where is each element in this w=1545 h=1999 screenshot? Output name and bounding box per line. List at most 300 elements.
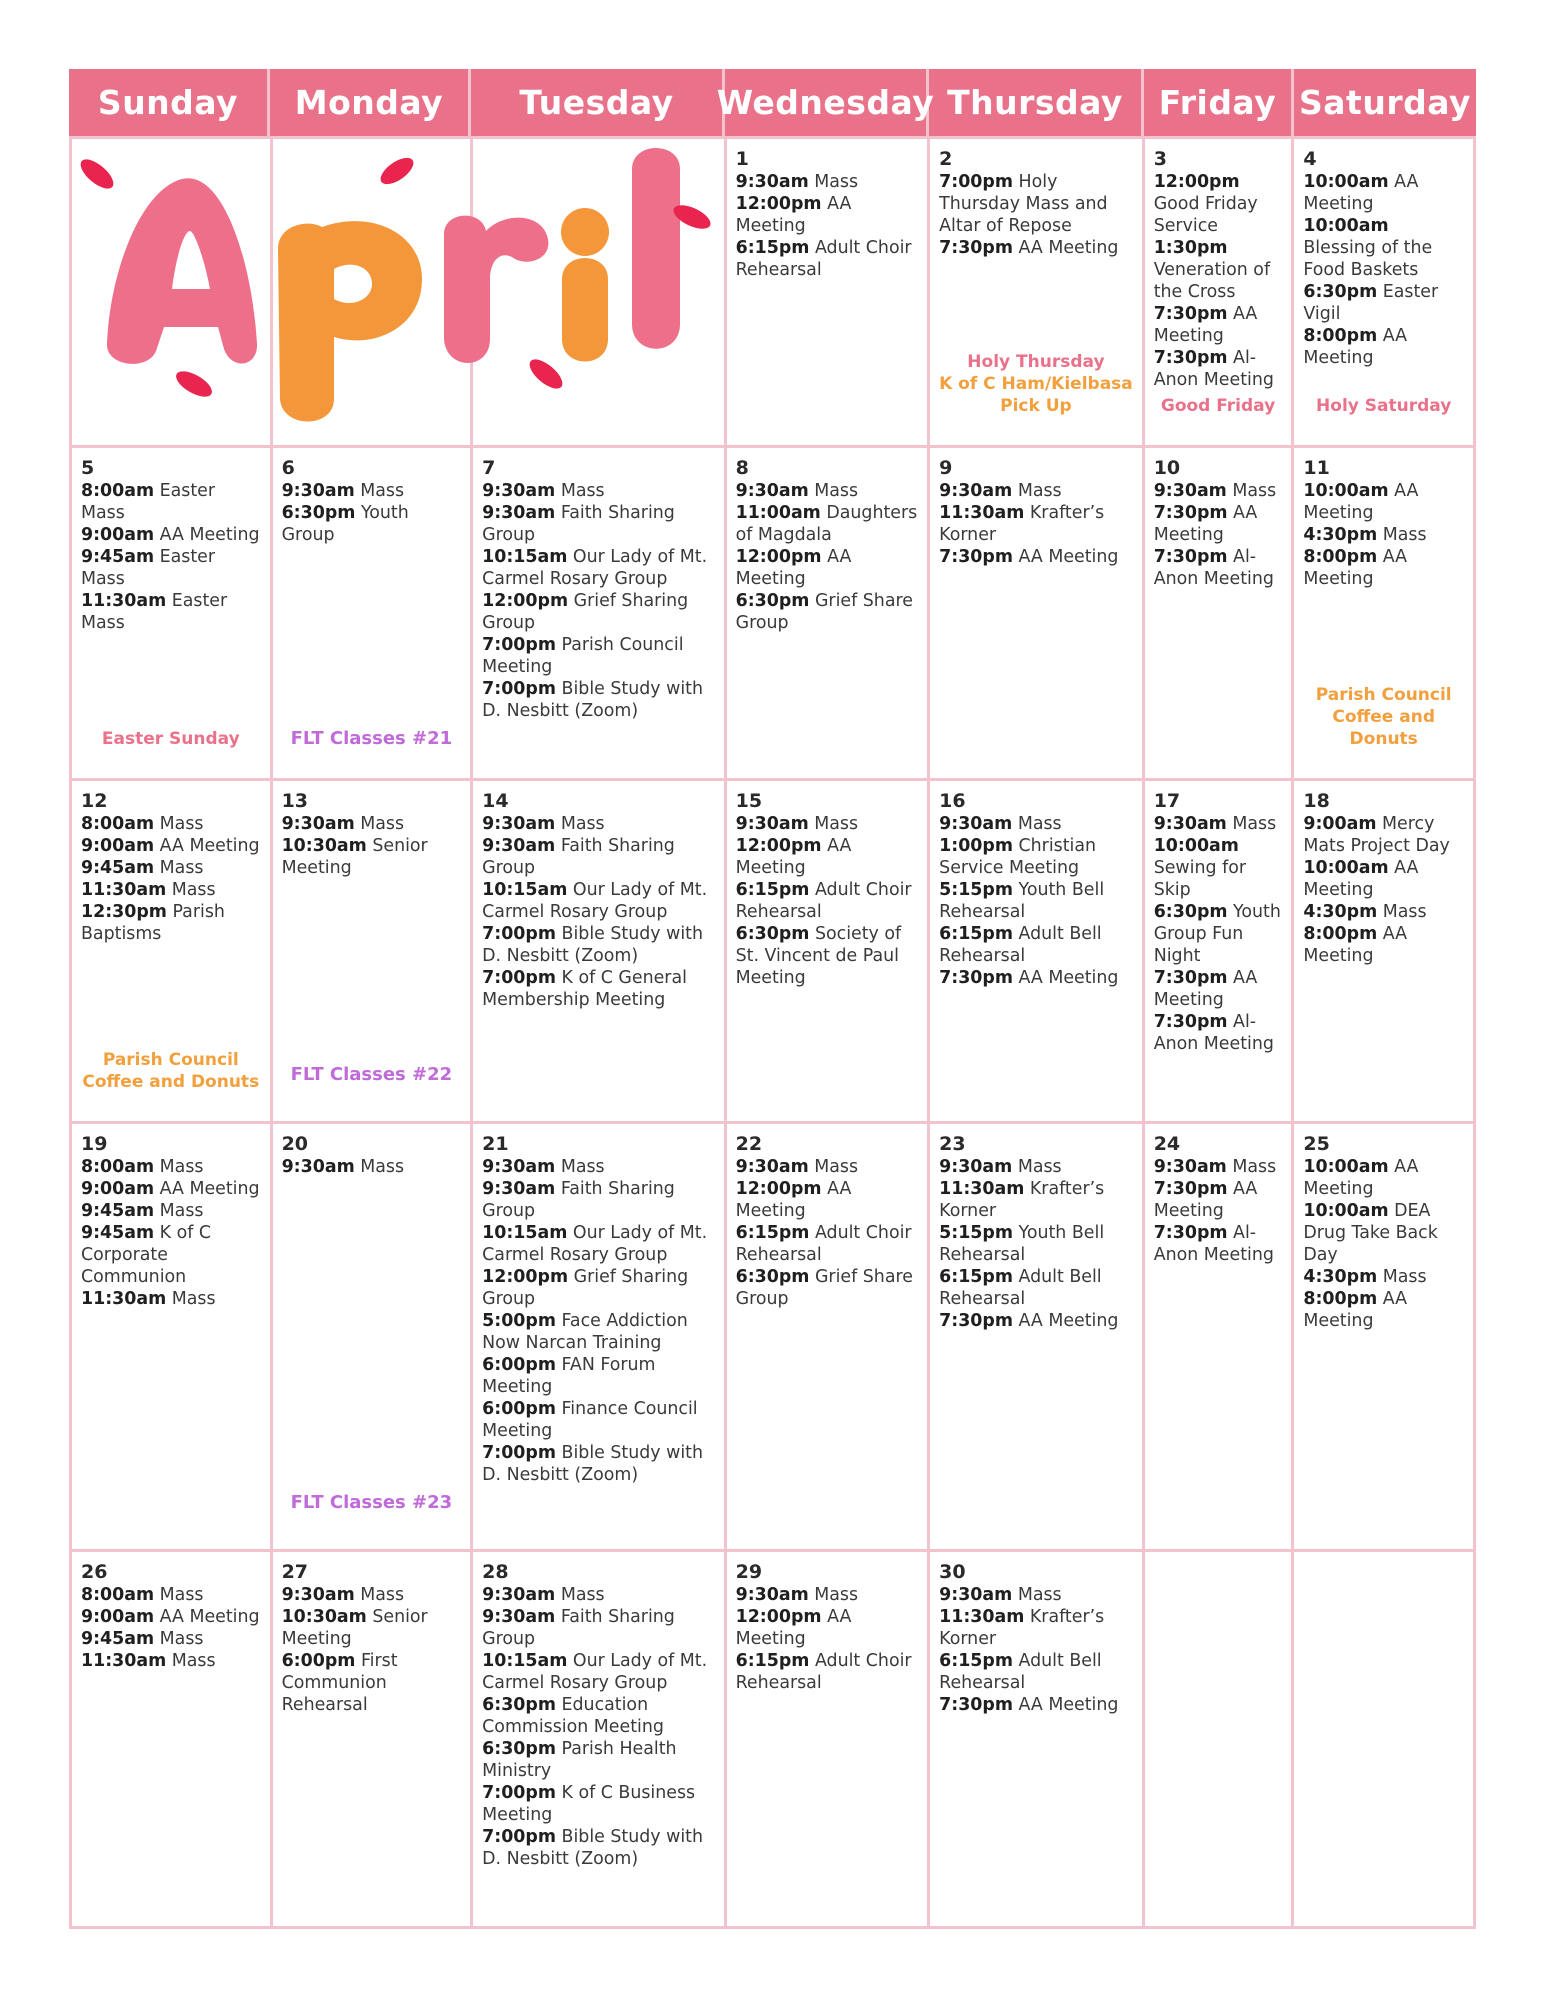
event-time: 6:15pm bbox=[735, 1223, 810, 1243]
weekday-friday: Friday bbox=[1144, 69, 1294, 136]
event-time: 12:30pm bbox=[81, 902, 167, 922]
event-time: 9:30am bbox=[482, 1585, 556, 1605]
event-title: AA Meeting bbox=[1303, 481, 1419, 523]
event-title: Al-Anon Meeting bbox=[1153, 547, 1274, 589]
event-item bbox=[1154, 347, 1283, 391]
day-number: 10 bbox=[1153, 457, 1181, 479]
day-cell-4 bbox=[1294, 139, 1476, 445]
event-time: 9:00am bbox=[81, 1607, 155, 1627]
event-title: Finance Council Meeting bbox=[482, 1399, 698, 1441]
event-item bbox=[482, 678, 714, 722]
event-item bbox=[1303, 857, 1464, 901]
day-number: 27 bbox=[281, 1561, 309, 1583]
day-number: 6 bbox=[281, 457, 295, 479]
event-item bbox=[482, 879, 714, 923]
letter-a bbox=[107, 178, 257, 364]
event-title: Krafter’s Korner bbox=[939, 503, 1105, 545]
day-number: 19 bbox=[81, 1133, 108, 1155]
day-cell-12 bbox=[72, 781, 273, 1121]
event-time: 10:00am bbox=[1303, 216, 1389, 236]
event-item bbox=[939, 546, 1133, 568]
event-title: Faith Sharing Group bbox=[482, 503, 675, 545]
event-time: 6:30pm bbox=[735, 1267, 810, 1287]
event-title: AA Meeting bbox=[1018, 1695, 1119, 1715]
event-time: 9:45am bbox=[81, 1201, 155, 1221]
event-title: Mass bbox=[814, 814, 859, 834]
event-time: 6:30pm bbox=[735, 591, 810, 611]
event-title: Parish Health Ministry bbox=[482, 1739, 677, 1781]
event-title: Senior Meeting bbox=[281, 1607, 428, 1649]
event-item bbox=[282, 1156, 462, 1178]
day-cell-2 bbox=[930, 139, 1145, 445]
day-number: 9 bbox=[939, 457, 953, 479]
event-item bbox=[939, 171, 1133, 237]
event-time: 5:15pm bbox=[939, 1223, 1013, 1243]
petal-icon bbox=[376, 153, 417, 190]
event-time: 7:30pm bbox=[1153, 1223, 1228, 1243]
event-time: 12:00pm bbox=[735, 836, 822, 856]
day-cell-26 bbox=[72, 1552, 273, 1926]
event-item bbox=[81, 1222, 261, 1288]
day-note: FLT Classes #22 bbox=[290, 1064, 453, 1085]
event-title: Bible Study with D. Nesbitt (Zoom) bbox=[482, 924, 704, 966]
day-number: 11 bbox=[1303, 457, 1330, 479]
event-time: 9:45am bbox=[81, 1223, 155, 1243]
event-title: FAN Forum Meeting bbox=[482, 1355, 656, 1397]
event-title: Adult Bell Rehearsal bbox=[939, 924, 1102, 966]
event-title: AA Meeting bbox=[1303, 326, 1408, 368]
letter-r bbox=[444, 216, 548, 363]
event-time: 6:15pm bbox=[939, 924, 1013, 944]
event-time: 9:30am bbox=[482, 503, 556, 523]
event-time: 5:00pm bbox=[482, 1311, 556, 1331]
event-time: 9:00am bbox=[81, 1179, 155, 1199]
event-item bbox=[81, 1650, 261, 1672]
event-title: Mass bbox=[1017, 814, 1062, 834]
event-time: 6:30pm bbox=[482, 1739, 556, 1759]
event-item bbox=[482, 835, 714, 879]
event-item bbox=[1303, 1266, 1464, 1288]
event-title: Mass bbox=[560, 481, 605, 501]
event-title: Our Lady of Mt. Carmel Rosary Group bbox=[482, 1651, 708, 1693]
event-title: Mass bbox=[1382, 1267, 1427, 1287]
event-item bbox=[482, 1266, 714, 1310]
event-item bbox=[81, 835, 261, 857]
day-cell-15 bbox=[727, 781, 931, 1121]
day-number: 22 bbox=[735, 1133, 763, 1155]
event-item bbox=[81, 1584, 261, 1606]
event-item bbox=[1303, 480, 1464, 524]
event-title: Easter Mass bbox=[81, 481, 216, 523]
event-time: 10:15am bbox=[482, 1651, 568, 1671]
event-time: 6:30pm bbox=[1153, 902, 1228, 922]
event-title: Daughters of Magdala bbox=[735, 503, 918, 545]
empty-day-cell bbox=[1145, 1552, 1295, 1926]
event-title: Blessing of the Food Baskets bbox=[1303, 238, 1433, 280]
event-item bbox=[1154, 171, 1283, 237]
event-time: 6:30pm bbox=[281, 503, 356, 523]
event-title: AA Meeting bbox=[159, 525, 260, 545]
day-cell-21 bbox=[473, 1124, 726, 1549]
day-cell-10 bbox=[1145, 448, 1295, 778]
event-title: AA Meeting bbox=[159, 1179, 260, 1199]
event-title: Grief Share Group bbox=[735, 1267, 913, 1309]
event-title: Mass bbox=[1232, 814, 1277, 834]
event-title: Mass bbox=[159, 858, 204, 878]
event-time: 6:00pm bbox=[482, 1355, 556, 1375]
event-time: 11:30am bbox=[81, 880, 167, 900]
event-item bbox=[939, 1222, 1133, 1266]
day-number: 18 bbox=[1303, 790, 1330, 812]
event-item bbox=[282, 813, 462, 835]
event-item bbox=[736, 1606, 919, 1650]
event-title: Grief Share Group bbox=[735, 591, 913, 633]
event-item bbox=[282, 1650, 462, 1716]
event-time: 12:00pm bbox=[735, 1179, 822, 1199]
weekday-tuesday: Tuesday bbox=[471, 69, 725, 136]
event-title: AA Meeting bbox=[735, 547, 852, 589]
event-time: 9:30am bbox=[281, 481, 355, 501]
day-note: Holy Saturday bbox=[1316, 396, 1452, 416]
event-time: 12:00pm bbox=[735, 547, 822, 567]
day-cell-23 bbox=[930, 1124, 1145, 1549]
event-item bbox=[939, 813, 1133, 835]
event-title: Mass bbox=[360, 1585, 405, 1605]
event-item bbox=[939, 967, 1133, 989]
day-cell-28 bbox=[473, 1552, 726, 1926]
event-time: 11:30am bbox=[81, 591, 167, 611]
event-title: DEA Drug Take Back Day bbox=[1303, 1201, 1438, 1265]
day-notes bbox=[279, 1492, 465, 1514]
event-item bbox=[81, 1178, 261, 1200]
event-item bbox=[81, 879, 261, 901]
event-time: 1:00pm bbox=[939, 836, 1013, 856]
event-title: K of C Business Meeting bbox=[482, 1783, 696, 1825]
event-time: 7:00pm bbox=[482, 1783, 556, 1803]
event-item bbox=[482, 1584, 714, 1606]
event-time: 9:00am bbox=[81, 525, 155, 545]
event-time: 8:00am bbox=[81, 481, 155, 501]
event-time: 7:30pm bbox=[939, 968, 1013, 988]
event-time: 9:30am bbox=[482, 1607, 556, 1627]
event-title: Mass bbox=[814, 481, 859, 501]
day-note: Parish Council Coffee and Donuts bbox=[82, 1050, 260, 1092]
event-time: 9:30am bbox=[939, 814, 1013, 834]
day-cell-18 bbox=[1294, 781, 1476, 1121]
event-item bbox=[81, 857, 261, 879]
event-title: Mass bbox=[360, 481, 405, 501]
week-row bbox=[72, 781, 1476, 1124]
event-title: AA Meeting bbox=[735, 194, 852, 236]
event-time: 9:00am bbox=[1303, 814, 1377, 834]
event-time: 11:30am bbox=[939, 1179, 1025, 1199]
event-item bbox=[939, 1694, 1133, 1716]
event-item bbox=[736, 1266, 919, 1310]
event-time: 9:30am bbox=[735, 172, 809, 192]
event-time: 1:30pm bbox=[1153, 238, 1228, 258]
event-time: 11:30am bbox=[939, 1607, 1025, 1627]
event-time: 9:30am bbox=[939, 481, 1013, 501]
event-time: 9:30am bbox=[1153, 481, 1227, 501]
event-time: 7:00pm bbox=[482, 924, 556, 944]
event-title: K of C Corporate Communion bbox=[81, 1223, 212, 1287]
day-number: 8 bbox=[735, 457, 749, 479]
letter-p bbox=[278, 221, 422, 421]
event-title: AA Meeting bbox=[1303, 858, 1419, 900]
event-title: Society of St. Vincent de Paul Meeting bbox=[735, 924, 902, 988]
event-title: First Communion Rehearsal bbox=[281, 1651, 398, 1715]
event-item bbox=[1154, 967, 1283, 1011]
week-row bbox=[72, 1552, 1476, 1929]
event-title: Sewing for Skip bbox=[1153, 858, 1246, 900]
event-time: 6:15pm bbox=[735, 238, 810, 258]
day-cell-22 bbox=[727, 1124, 931, 1549]
event-item bbox=[482, 923, 714, 967]
event-item bbox=[939, 879, 1133, 923]
event-item bbox=[939, 1606, 1133, 1650]
event-item bbox=[81, 1156, 261, 1178]
event-time: 8:00pm bbox=[1303, 1289, 1378, 1309]
event-item bbox=[939, 1178, 1133, 1222]
event-title: Mass bbox=[171, 1289, 216, 1309]
event-title: Adult Bell Rehearsal bbox=[939, 1267, 1102, 1309]
event-time: 7:00pm bbox=[482, 1827, 556, 1847]
event-title: Mass bbox=[159, 1585, 204, 1605]
event-title: Al-Anon Meeting bbox=[1153, 1223, 1274, 1265]
event-time: 7:00pm bbox=[482, 635, 556, 655]
event-item bbox=[939, 1266, 1133, 1310]
event-time: 9:30am bbox=[482, 1157, 556, 1177]
event-title: Adult Choir Rehearsal bbox=[735, 1651, 912, 1693]
event-time: 9:30am bbox=[939, 1157, 1013, 1177]
event-title: Mass bbox=[1017, 1157, 1062, 1177]
event-item bbox=[1154, 835, 1283, 901]
event-title: Mass bbox=[560, 1585, 605, 1605]
event-title: Mass bbox=[560, 1157, 605, 1177]
event-item bbox=[1303, 1156, 1464, 1200]
event-title: Bible Study with D. Nesbitt (Zoom) bbox=[482, 679, 704, 721]
day-number: 2 bbox=[939, 148, 953, 170]
event-time: 7:30pm bbox=[1153, 1179, 1228, 1199]
event-item bbox=[482, 1738, 714, 1782]
event-time: 8:00pm bbox=[1303, 326, 1378, 346]
event-time: 6:15pm bbox=[735, 880, 810, 900]
event-item bbox=[736, 1178, 919, 1222]
event-title: Christian Service Meeting bbox=[939, 836, 1097, 878]
event-time: 7:00pm bbox=[939, 172, 1013, 192]
event-item bbox=[736, 1222, 919, 1266]
event-item bbox=[482, 1826, 714, 1870]
event-time: 8:00am bbox=[81, 1585, 155, 1605]
event-item bbox=[1303, 546, 1464, 590]
event-time: 9:30am bbox=[1153, 814, 1227, 834]
event-title: Parish Council Meeting bbox=[482, 635, 684, 677]
event-time: 4:30pm bbox=[1303, 902, 1378, 922]
event-title: Mass bbox=[360, 814, 405, 834]
day-cell-3 bbox=[1145, 139, 1295, 445]
day-cell-30 bbox=[930, 1552, 1145, 1926]
event-item bbox=[939, 1310, 1133, 1332]
event-title: AA Meeting bbox=[735, 836, 852, 878]
day-number: 16 bbox=[939, 790, 966, 812]
event-item bbox=[81, 813, 261, 835]
event-title: Holy Thursday Mass and Altar of Repose bbox=[939, 172, 1108, 236]
event-time: 6:15pm bbox=[939, 1267, 1013, 1287]
event-time: 9:45am bbox=[81, 1629, 155, 1649]
event-time: 9:30am bbox=[735, 1157, 809, 1177]
event-title: Mass bbox=[1382, 902, 1427, 922]
event-item bbox=[1154, 546, 1283, 590]
event-time: 12:00pm bbox=[482, 591, 569, 611]
event-item bbox=[1154, 1011, 1283, 1055]
petal-icon bbox=[76, 154, 118, 194]
event-item bbox=[482, 1222, 714, 1266]
event-title: Mass bbox=[1232, 1157, 1277, 1177]
event-time: 7:30pm bbox=[939, 1695, 1013, 1715]
event-item bbox=[482, 967, 714, 1011]
event-time: 10:15am bbox=[482, 880, 568, 900]
event-time: 12:00pm bbox=[735, 194, 822, 214]
event-item bbox=[482, 1310, 714, 1354]
event-title: AA Meeting bbox=[1303, 547, 1408, 589]
event-title: Mass bbox=[1382, 525, 1427, 545]
event-time: 7:30pm bbox=[1153, 348, 1228, 368]
day-cell-27 bbox=[273, 1552, 474, 1926]
letter-l bbox=[632, 148, 680, 349]
event-item bbox=[736, 590, 919, 634]
event-title: Mass bbox=[814, 1157, 859, 1177]
event-item bbox=[482, 1178, 714, 1222]
event-item bbox=[939, 1156, 1133, 1178]
event-time: 7:00pm bbox=[482, 968, 556, 988]
event-title: Good Friday Service bbox=[1153, 194, 1258, 236]
day-note: K of C Ham/Kielbasa Pick Up bbox=[939, 374, 1133, 416]
weekday-sunday: Sunday bbox=[69, 69, 270, 136]
event-title: AA Meeting bbox=[1153, 1179, 1258, 1221]
weekday-header bbox=[69, 69, 1476, 136]
event-time: 11:30am bbox=[81, 1289, 167, 1309]
event-title: AA Meeting bbox=[1303, 1157, 1419, 1199]
event-item bbox=[1154, 480, 1283, 502]
event-item bbox=[736, 1584, 919, 1606]
event-item bbox=[1303, 281, 1464, 325]
event-item bbox=[736, 1156, 919, 1178]
event-title: K of C General Membership Meeting bbox=[482, 968, 687, 1010]
event-item bbox=[736, 879, 919, 923]
event-title: Easter Vigil bbox=[1303, 282, 1439, 324]
day-cell-13 bbox=[273, 781, 474, 1121]
event-time: 9:30am bbox=[735, 814, 809, 834]
event-title: Youth Bell Rehearsal bbox=[939, 880, 1105, 922]
day-note: FLT Classes #23 bbox=[290, 1492, 453, 1513]
week-row bbox=[72, 1124, 1476, 1552]
day-number: 7 bbox=[482, 457, 496, 479]
event-time: 9:30am bbox=[281, 1157, 355, 1177]
event-time: 10:00am bbox=[1153, 836, 1239, 856]
day-number: 15 bbox=[735, 790, 763, 812]
day-number: 1 bbox=[735, 148, 749, 170]
event-title: Faith Sharing Group bbox=[482, 836, 675, 878]
event-time: 9:30am bbox=[735, 1585, 809, 1605]
event-time: 7:30pm bbox=[939, 1311, 1013, 1331]
event-item bbox=[482, 1606, 714, 1650]
event-time: 4:30pm bbox=[1303, 525, 1378, 545]
event-item bbox=[482, 1156, 714, 1178]
event-time: 11:00am bbox=[735, 503, 821, 523]
event-time: 10:00am bbox=[1303, 858, 1389, 878]
event-item bbox=[939, 1584, 1133, 1606]
day-number: 21 bbox=[482, 1133, 509, 1155]
event-title: Our Lady of Mt. Carmel Rosary Group bbox=[482, 1223, 708, 1265]
event-title: Mass bbox=[159, 1201, 204, 1221]
day-number: 12 bbox=[81, 790, 108, 812]
event-item bbox=[1154, 901, 1283, 967]
event-item bbox=[1303, 813, 1464, 857]
event-time: 11:30am bbox=[81, 1651, 167, 1671]
day-note: Easter Sunday bbox=[101, 729, 240, 749]
event-title: Mass bbox=[560, 814, 605, 834]
event-title: Adult Bell Rehearsal bbox=[939, 1651, 1102, 1693]
event-item bbox=[482, 1650, 714, 1694]
day-cell-9 bbox=[930, 448, 1145, 778]
event-time: 6:00pm bbox=[281, 1651, 356, 1671]
day-number: 5 bbox=[81, 457, 95, 479]
event-time: 8:00am bbox=[81, 1157, 155, 1177]
event-title: AA Meeting bbox=[1153, 968, 1258, 1010]
event-title: Adult Choir Rehearsal bbox=[735, 238, 912, 280]
event-item bbox=[939, 835, 1133, 879]
event-title: Face Addiction Now Narcan Training bbox=[482, 1311, 688, 1353]
day-note: Parish Council Coffee and Donuts bbox=[1315, 685, 1452, 749]
event-time: 9:45am bbox=[81, 858, 155, 878]
day-number: 20 bbox=[281, 1133, 309, 1155]
event-item bbox=[482, 590, 714, 634]
day-number: 30 bbox=[939, 1561, 966, 1583]
april-title-art bbox=[72, 139, 772, 559]
event-item bbox=[736, 1650, 919, 1694]
day-cell-24 bbox=[1145, 1124, 1295, 1549]
event-title: Senior Meeting bbox=[281, 836, 428, 878]
event-item bbox=[736, 923, 919, 989]
event-title: Mass bbox=[1017, 1585, 1062, 1605]
event-title: Faith Sharing Group bbox=[482, 1607, 675, 1649]
event-title: Mass bbox=[159, 1629, 204, 1649]
event-item bbox=[1303, 901, 1464, 923]
event-time: 5:15pm bbox=[939, 880, 1013, 900]
event-item bbox=[1154, 813, 1283, 835]
event-time: 10:00am bbox=[1303, 481, 1389, 501]
event-title: AA Meeting bbox=[735, 1179, 852, 1221]
event-title: Youth Group bbox=[281, 503, 409, 545]
day-notes bbox=[279, 1064, 465, 1086]
event-title: Bible Study with D. Nesbitt (Zoom) bbox=[482, 1827, 704, 1869]
event-time: 10:00am bbox=[1303, 172, 1389, 192]
event-title: Grief Sharing Group bbox=[482, 591, 689, 633]
event-time: 7:30pm bbox=[1153, 547, 1228, 567]
event-item bbox=[482, 1782, 714, 1826]
event-time: 7:00pm bbox=[482, 1443, 556, 1463]
empty-day-cell bbox=[1294, 1552, 1476, 1926]
event-title: Our Lady of Mt. Carmel Rosary Group bbox=[482, 547, 708, 589]
event-time: 10:15am bbox=[482, 1223, 568, 1243]
event-title: AA Meeting bbox=[1018, 1311, 1119, 1331]
event-time: 11:30am bbox=[939, 503, 1025, 523]
event-item bbox=[81, 901, 261, 945]
event-title: Youth Group Fun Night bbox=[1153, 902, 1281, 966]
event-title: AA Meeting bbox=[1303, 172, 1419, 214]
day-number: 24 bbox=[1153, 1133, 1181, 1155]
day-cell-20 bbox=[273, 1124, 474, 1549]
